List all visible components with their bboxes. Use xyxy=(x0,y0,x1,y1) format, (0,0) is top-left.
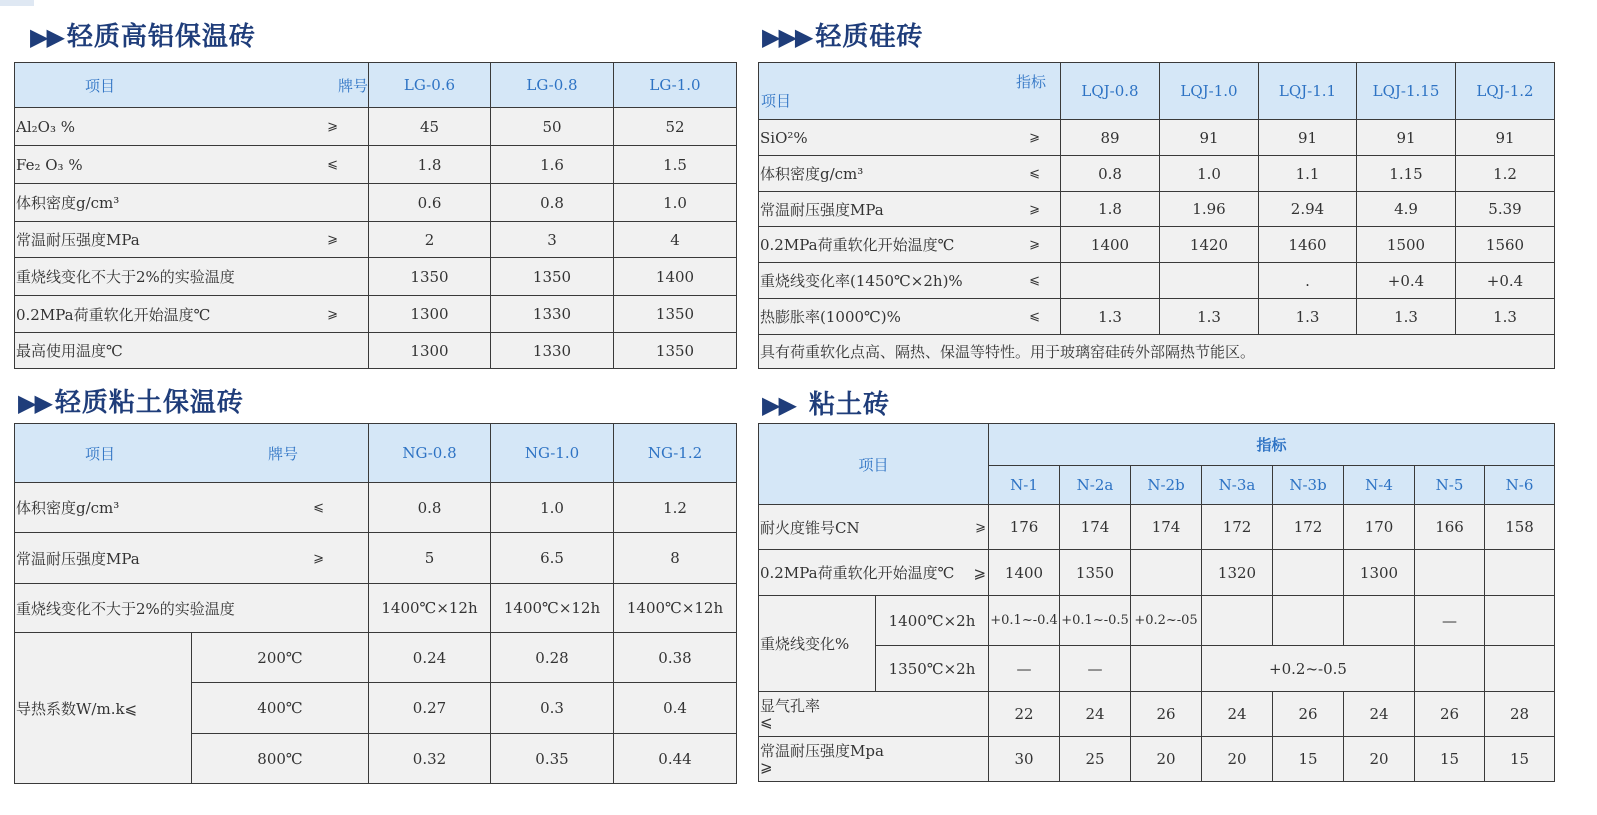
table-row xyxy=(759,737,1555,782)
table-row xyxy=(759,596,1555,646)
cell-value: 4 xyxy=(614,222,737,258)
cell-value: 166 xyxy=(1415,505,1485,550)
cell-value: 1.2 xyxy=(614,483,737,533)
cell-value: 20 xyxy=(1344,737,1415,782)
header-item: 项目 xyxy=(85,444,116,463)
table-row xyxy=(759,120,1555,156)
row-label xyxy=(759,692,989,737)
label-text: 显气孔率 xyxy=(760,697,821,715)
row-label xyxy=(759,299,1061,335)
table-lightweight-clay xyxy=(14,423,737,784)
label-text: 耐火度锥号CN xyxy=(760,518,860,537)
label-text: 常温耐压强度MPa xyxy=(16,549,140,568)
cell-value: 26 xyxy=(1273,692,1344,737)
table-row xyxy=(759,299,1555,335)
label-text: 热膨胀率(1000℃)% xyxy=(760,308,901,326)
cell-value: 1.2 xyxy=(1456,156,1555,192)
row-label xyxy=(15,258,369,296)
cell-value: 172 xyxy=(1202,505,1273,550)
cell-value: 0.28 xyxy=(491,633,614,683)
col-header: N-5 xyxy=(1415,466,1485,505)
cell-value: 1.8 xyxy=(369,146,491,184)
cell-value: 6.5 xyxy=(491,533,614,584)
table-row xyxy=(15,483,737,533)
row-label xyxy=(15,222,369,258)
cond-temp: 200℃ xyxy=(192,633,369,683)
cell-value: 91 xyxy=(1259,120,1357,156)
table-row xyxy=(15,333,737,369)
col-header: N-2b xyxy=(1131,466,1202,505)
label-text: 重烧线变化不大于2%的实验温度 xyxy=(16,268,235,286)
cell-value: 0.24 xyxy=(369,633,491,683)
col-header: N-1 xyxy=(989,466,1060,505)
row-label xyxy=(15,146,369,184)
col-header: LQJ-1.1 xyxy=(1259,63,1357,120)
cell-value: 1330 xyxy=(491,296,614,333)
table-row xyxy=(15,296,737,333)
header-item-brand xyxy=(15,424,369,483)
label-text: 常温耐压强度MPa xyxy=(760,200,884,219)
compare-symbol: ⩾ xyxy=(327,306,338,322)
cell-value: 1.96 xyxy=(1160,192,1259,227)
row-label xyxy=(759,550,989,596)
cell-value xyxy=(1415,646,1485,692)
table-row xyxy=(759,156,1555,192)
cell-value: 1350 xyxy=(491,258,614,296)
compare-symbol: ⩾ xyxy=(313,550,324,566)
row-label xyxy=(759,156,1061,192)
cond-temp: 400℃ xyxy=(192,683,369,734)
compare-symbol: ⩾ xyxy=(1029,130,1040,145)
compare-symbol: ⩾ xyxy=(327,232,338,247)
cell-value: 176 xyxy=(989,505,1060,550)
row-label xyxy=(759,120,1061,156)
cell-value: 1.15 xyxy=(1357,156,1456,192)
cell-value: 0.35 xyxy=(491,734,614,784)
table-row xyxy=(759,646,1555,692)
cell-value: 1320 xyxy=(1202,550,1273,596)
cell-value: 1400 xyxy=(989,550,1060,596)
row-label xyxy=(759,737,989,782)
compare-symbol: ⩾ xyxy=(760,758,773,776)
cell-value: 1.6 xyxy=(491,146,614,184)
section-title-lqj xyxy=(762,16,923,53)
compare-symbol: ⩾ xyxy=(975,519,987,535)
cell-value xyxy=(1273,596,1344,646)
cell-value: 1.0 xyxy=(614,184,737,222)
col-header: LQJ-0.8 xyxy=(1061,63,1160,120)
label-text: 体积密度g/cm³ xyxy=(16,194,120,212)
row-label: 重烧线变化% xyxy=(759,596,876,692)
cell-value: 5 xyxy=(369,533,491,584)
cell-value: 1400 xyxy=(1061,227,1160,263)
row-label xyxy=(15,483,369,533)
col-header: N-6 xyxy=(1485,466,1555,505)
cell-value: 1400℃×12h xyxy=(369,584,491,633)
label-text: 重烧线变化率(1450℃×2h)% xyxy=(760,272,963,290)
table-row xyxy=(759,692,1555,737)
table-row xyxy=(759,505,1555,550)
row-label xyxy=(15,108,369,146)
cell-value: 15 xyxy=(1415,737,1485,782)
cell-value: 24 xyxy=(1344,692,1415,737)
cell-value: 24 xyxy=(1202,692,1273,737)
cell-value xyxy=(1344,596,1415,646)
section-title-n xyxy=(762,384,890,421)
col-header: N-3b xyxy=(1273,466,1344,505)
cell-value: 1.0 xyxy=(1160,156,1259,192)
cell-value: 172 xyxy=(1273,505,1344,550)
label-text: 体积密度g/cm³ xyxy=(760,165,864,183)
section-title-ng xyxy=(18,382,244,419)
arrow-icon: ▶▶ xyxy=(30,23,63,51)
col-header: N-2a xyxy=(1060,466,1131,505)
row-label: 导热系数W/m.k⩽ xyxy=(15,633,192,784)
compare-symbol: ⩽ xyxy=(327,157,338,172)
row-label xyxy=(15,296,369,333)
col-header: LG-0.6 xyxy=(369,63,491,108)
table-row xyxy=(15,222,737,258)
compare-symbol: ⩽ xyxy=(313,500,324,515)
col-header: LQJ-1.2 xyxy=(1456,63,1555,120)
cell-value xyxy=(1485,646,1555,692)
cell-value: 0.27 xyxy=(369,683,491,734)
label-text: 体积密度g/cm³ xyxy=(16,499,120,517)
cell-value: 1350 xyxy=(614,296,737,333)
table-row xyxy=(15,533,737,584)
cell-value xyxy=(1485,596,1555,646)
cell-value: 24 xyxy=(1060,692,1131,737)
cell-value: +0.1~-0.5 xyxy=(1060,596,1131,646)
cell-value: 0.44 xyxy=(614,734,737,784)
cell-value: 0.8 xyxy=(369,483,491,533)
col-header: LG-0.8 xyxy=(491,63,614,108)
section-title-text: 轻质硅砖 xyxy=(815,22,924,52)
section-title-text: 粘土砖 xyxy=(808,390,890,420)
cell-value: +0.2~-0.5 xyxy=(1202,646,1415,692)
table-clay-brick xyxy=(758,423,1555,782)
cell-value: 25 xyxy=(1060,737,1131,782)
row-label: 重烧线变化不大于2%的实验温度 xyxy=(15,584,369,633)
col-header: N-4 xyxy=(1344,466,1415,505)
header-item: 项目 xyxy=(761,92,792,110)
col-header: NG-1.2 xyxy=(614,424,737,483)
cell-value: 3 xyxy=(491,222,614,258)
cell-value: 1400 xyxy=(614,258,737,296)
cell-value: 2.94 xyxy=(1259,192,1357,227)
corner-decoration xyxy=(0,0,34,6)
cell-value: 1.8 xyxy=(1061,192,1160,227)
header-brand: 牌号 xyxy=(337,76,368,95)
col-header: LG-1.0 xyxy=(614,63,737,108)
label-text: 常温耐压强度Mpa xyxy=(760,742,884,760)
row-label xyxy=(15,184,369,222)
arrow-icon: ▶▶ xyxy=(18,389,51,417)
row-label xyxy=(759,505,989,550)
cell-value: 1.0 xyxy=(491,483,614,533)
cell-value: +0.2~-05 xyxy=(1131,596,1202,646)
cell-value: 0.4 xyxy=(614,683,737,734)
cell-value: 52 xyxy=(614,108,737,146)
cell-value: 1.1 xyxy=(1259,156,1357,192)
cell-value: 1.3 xyxy=(1061,299,1160,335)
cell-value: 1.3 xyxy=(1456,299,1555,335)
row-label xyxy=(15,333,369,369)
cond-temp: 800℃ xyxy=(192,734,369,784)
cell-value: 26 xyxy=(1415,692,1485,737)
cell-value: 5.39 xyxy=(1456,192,1555,227)
cell-value: 0.6 xyxy=(369,184,491,222)
cell-value xyxy=(1061,263,1160,299)
compare-symbol: ⩽ xyxy=(1029,273,1040,288)
row-label xyxy=(759,192,1061,227)
compare-symbol: ⩽ xyxy=(1029,309,1040,324)
col-header: N-3a xyxy=(1202,466,1273,505)
cell-value xyxy=(1131,646,1202,692)
header-brand: 牌号 xyxy=(267,444,298,463)
cond-temp: 1400℃×2h xyxy=(876,596,989,646)
cell-value: +0.4 xyxy=(1456,263,1555,299)
cell-value: 1420 xyxy=(1160,227,1259,263)
cond-temp: 1350℃×2h xyxy=(876,646,989,692)
compare-symbol: ⩽ xyxy=(1029,166,1040,181)
cell-value: 20 xyxy=(1202,737,1273,782)
header-item: 项目 xyxy=(85,76,116,95)
label-text: Fe₂ O₃ % xyxy=(16,155,83,174)
compare-symbol: ⩾ xyxy=(1029,237,1040,252)
cell-value: — xyxy=(1060,646,1131,692)
cell-value: 1400℃×12h xyxy=(614,584,737,633)
cell-value: 1400℃×12h xyxy=(491,584,614,633)
col-header: LQJ-1.15 xyxy=(1357,63,1456,120)
row-label xyxy=(759,263,1061,299)
cell-value: 1.5 xyxy=(614,146,737,184)
label-text: 0.2MPa荷重软化开始温度℃ xyxy=(16,305,211,324)
compare-symbol: ⩽ xyxy=(760,713,773,731)
cell-value: 1500 xyxy=(1357,227,1456,263)
cell-value: 1300 xyxy=(369,333,491,369)
compare-symbol: ⩾ xyxy=(1029,201,1040,217)
section-title-text: 轻质粘土保温砖 xyxy=(54,388,244,418)
table-row xyxy=(15,258,737,296)
cell-value: 1.3 xyxy=(1259,299,1357,335)
cell-value: 1300 xyxy=(1344,550,1415,596)
cell-value: 20 xyxy=(1131,737,1202,782)
cell-value: 0.8 xyxy=(1061,156,1160,192)
header-item-brand xyxy=(15,63,369,108)
cell-value: +0.4 xyxy=(1357,263,1456,299)
table-row xyxy=(15,108,737,146)
cell-value: 4.9 xyxy=(1357,192,1456,227)
table-row xyxy=(759,227,1555,263)
cell-value: 91 xyxy=(1456,120,1555,156)
table-row xyxy=(15,146,737,184)
cell-value: 0.32 xyxy=(369,734,491,784)
cell-value xyxy=(1131,550,1202,596)
cell-value: 26 xyxy=(1131,692,1202,737)
table-row xyxy=(15,184,737,222)
cell-value: 15 xyxy=(1485,737,1555,782)
cell-value: — xyxy=(1415,596,1485,646)
label-text: Al₂O₃ % xyxy=(16,117,75,136)
label-text: 常温耐压强度MPa xyxy=(16,231,140,249)
col-header: LQJ-1.0 xyxy=(1160,63,1259,120)
cell-value: — xyxy=(989,646,1060,692)
cell-value: 174 xyxy=(1060,505,1131,550)
cell-value: 91 xyxy=(1160,120,1259,156)
cell-value: 1.3 xyxy=(1160,299,1259,335)
header-index: 指标 xyxy=(989,424,1555,466)
cell-value: 1350 xyxy=(1060,550,1131,596)
label-text: 0.2MPa荷重软化开始温度℃ xyxy=(760,564,955,582)
cell-value: 158 xyxy=(1485,505,1555,550)
cell-value: 89 xyxy=(1061,120,1160,156)
cell-value: 1330 xyxy=(491,333,614,369)
section-title-text: 轻质高铝保温砖 xyxy=(66,22,256,52)
cell-value: 28 xyxy=(1485,692,1555,737)
arrow-icon: ▶▶ xyxy=(762,391,795,419)
cell-value: 174 xyxy=(1131,505,1202,550)
cell-value: 170 xyxy=(1344,505,1415,550)
compare-symbol: ⩾ xyxy=(973,563,987,582)
cell-value: 22 xyxy=(989,692,1060,737)
section-title-lg xyxy=(30,16,256,53)
label-text: 0.2MPa荷重软化开始温度℃ xyxy=(760,236,955,254)
cell-value: 2 xyxy=(369,222,491,258)
table-row xyxy=(15,584,737,633)
cell-value: 0.3 xyxy=(491,683,614,734)
table-lightweight-high-alumina xyxy=(14,62,737,369)
cell-value: 1560 xyxy=(1456,227,1555,263)
row-label xyxy=(759,227,1061,263)
cell-value: 1300 xyxy=(369,296,491,333)
cell-value: 50 xyxy=(491,108,614,146)
table-lightweight-silica xyxy=(758,62,1555,369)
table-note: 具有荷重软化点高、隔热、保温等特性。用于玻璃窑硅砖外部隔热节能区。 xyxy=(759,335,1555,369)
cell-value: 0.38 xyxy=(614,633,737,683)
compare-symbol: ⩾ xyxy=(327,119,338,134)
label-text: SiO²% xyxy=(760,128,808,147)
cell-value: 8 xyxy=(614,533,737,584)
cell-value xyxy=(1273,550,1344,596)
cell-value: 91 xyxy=(1357,120,1456,156)
col-header: NG-0.8 xyxy=(369,424,491,483)
cell-value: 1350 xyxy=(369,258,491,296)
header-index: 指标 xyxy=(1015,73,1046,91)
arrow-icon: ▶▶▶ xyxy=(762,23,812,51)
table-row xyxy=(759,550,1555,596)
table-row xyxy=(759,192,1555,227)
cell-value: +0.1~-0.4 xyxy=(989,596,1060,646)
cell-value xyxy=(1485,550,1555,596)
col-header: NG-1.0 xyxy=(491,424,614,483)
header-item: 项目 xyxy=(759,424,989,505)
cell-value xyxy=(1160,263,1259,299)
header-item-index xyxy=(759,63,1061,120)
cell-value: 15 xyxy=(1273,737,1344,782)
cell-value: 0.8 xyxy=(491,184,614,222)
cell-value xyxy=(1415,550,1485,596)
label-text: 最高使用温度℃ xyxy=(16,342,123,360)
table-row xyxy=(759,263,1555,299)
row-label xyxy=(15,533,369,584)
cell-value: . xyxy=(1259,263,1357,299)
cell-value: 30 xyxy=(989,737,1060,782)
cell-value: 1350 xyxy=(614,333,737,369)
cell-value xyxy=(1202,596,1273,646)
cell-value: 1460 xyxy=(1259,227,1357,263)
table-row xyxy=(15,633,737,683)
cell-value: 45 xyxy=(369,108,491,146)
cell-value: 1.3 xyxy=(1357,299,1456,335)
